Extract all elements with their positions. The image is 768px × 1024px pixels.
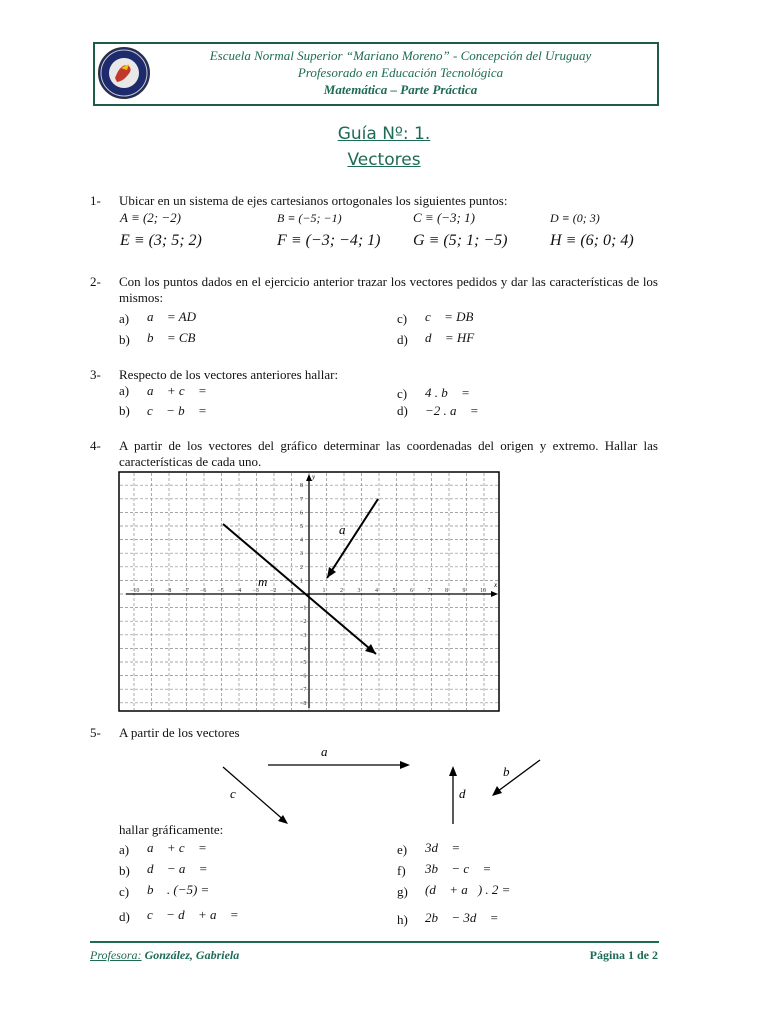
footer-author (90, 948, 239, 963)
ex1-number: 1- (90, 193, 101, 208)
ex3-item-c: 4 . b⃗ = (425, 385, 470, 400)
ex2-item-c: c⃗ = DB⃗ (425, 309, 484, 324)
guide-title: Guía Nº: 1. (337, 124, 431, 144)
x-tick-label: 9 (462, 588, 466, 594)
x-tick-label: −8 (165, 588, 172, 594)
ex3-item-a: a⃗ + c⃗ = (147, 383, 207, 398)
ex5-item-a-label: a) (119, 842, 130, 857)
ex3-item-d: −2 . a⃗ = (425, 403, 479, 418)
ex5-text: A partir de los vectores (119, 725, 240, 740)
x-tick-label: 1 (322, 588, 326, 594)
ex5-item-e-label: e) (397, 842, 408, 857)
vector-a-arrow (327, 499, 378, 578)
x-tick-label: 6 (410, 588, 413, 594)
x-axis-label: x (494, 581, 498, 589)
point-b: B ≡ (−5; −1) (277, 211, 342, 225)
footer-page: Página 1 de 2 (589, 948, 658, 962)
y-tick-label: 8 (300, 483, 303, 490)
vector-a5-label: a⃗ (321, 744, 338, 759)
x-axis-arrowhead (491, 591, 498, 597)
y-tick-label: −4 (300, 646, 307, 653)
x-tick-label: −9 (147, 588, 154, 594)
y-tick-label: −3 (300, 632, 307, 639)
ex2-item-d-label: d) (397, 332, 408, 347)
y-tick-label: 5 (300, 524, 303, 530)
vector-d5-label: d⃗ (459, 786, 476, 801)
vector-graph (118, 471, 500, 712)
y-tick-label: −6 (300, 673, 307, 680)
ex3-item-b-label: b) (119, 403, 130, 418)
point-a: A ≡ (2; −2) (120, 210, 181, 225)
y-tick-label: 1 (300, 578, 303, 585)
footer-prefix: Profesora: (90, 948, 142, 962)
ex1-text: Ubicar en un sistema de ejes cartesianos ortogonales los siguientes puntos: (119, 193, 508, 208)
ex2-item-b: b⃗ = CB⃗ (147, 330, 206, 345)
vector-c5-label: c⃗ (230, 786, 246, 801)
x-tick-label: −4 (235, 588, 242, 594)
ex5-item-d: c⃗ − d⃗ + a⃗ = (147, 907, 239, 922)
topic-title: Vectores (347, 150, 421, 170)
point-f: F ≡ (−3; −4; 1) (277, 232, 381, 249)
ex5-item-c-label: c) (119, 884, 130, 899)
footer-divider (90, 941, 659, 943)
ex5-item-e: 3d⃗ = (425, 840, 461, 855)
ex2-item-b-label: b) (119, 332, 130, 347)
x-tick-label: 3 (357, 588, 361, 594)
footer-name: González, Gabriela (144, 948, 240, 962)
y-tick-label: 6 (300, 510, 303, 517)
y-tick-label: −1 (300, 605, 307, 612)
ex5-item-g: (d⃗ + a⃗) . 2 = (425, 882, 511, 897)
ex5-subtext: hallar gráficamente: (119, 822, 224, 837)
ex5-item-h-label: h) (397, 912, 408, 927)
x-tick-label: −3 (252, 588, 259, 594)
y-tick-label: −2 (300, 619, 307, 626)
vector-m-label: m⃗ (258, 574, 278, 589)
ex4-text: A partir de los vectores del gráfico determinar las coordenadas del origen y extremo. Hallar las características de cada uno. (119, 438, 658, 469)
vector-a5-arrowhead (400, 761, 410, 769)
y-tick-label: 7 (300, 496, 303, 503)
point-d: D ≡ (0; 3) (550, 211, 600, 225)
x-tick-label: 5 (392, 588, 396, 594)
x-tick-label: 8 (445, 588, 448, 594)
x-tick-label: −7 (182, 588, 189, 594)
point-e: E ≡ (3; 5; 2) (120, 232, 202, 249)
x-tick-label: 4 (375, 588, 378, 594)
y-axis-label: y (312, 473, 316, 481)
ex3-item-c-label: c) (397, 386, 408, 401)
x-tick-label: 10 (480, 588, 486, 594)
point-g: G ≡ (5; 1; −5) (413, 232, 508, 249)
y-tick-label: 2 (300, 564, 303, 571)
ex3-item-a-label: a) (119, 383, 130, 398)
x-tick-label: −2 (270, 588, 277, 594)
ex5-number: 5- (90, 725, 101, 740)
x-tick-label: −10 (130, 588, 140, 594)
vector-a-arrowhead (327, 567, 336, 578)
point-c: C ≡ (−3; 1) (413, 210, 475, 225)
header-subject: Matemática – Parte Práctica (323, 82, 478, 97)
school-seal-logo (98, 47, 150, 99)
ex5-item-d-label: d) (119, 909, 130, 924)
x-tick-label: 7 (427, 588, 431, 594)
point-h: H ≡ (6; 0; 4) (550, 232, 634, 249)
vector-a-label: a⃗ (339, 522, 356, 537)
vector-b5-arrowhead (492, 786, 502, 796)
ex3-number: 3- (90, 367, 101, 382)
y-tick-label: −8 (300, 700, 307, 707)
ex5-vectors (200, 738, 560, 826)
x-tick-label: −6 (200, 588, 207, 594)
x-tick-label: 2 (340, 588, 343, 594)
y-tick-label: −7 (300, 687, 307, 694)
header-program: Profesorado en Educación Tecnológica (297, 65, 504, 80)
ex5-item-a: a⃗ + c⃗ = (147, 840, 207, 855)
ex3-item-d-label: d) (397, 403, 408, 418)
ex3-text: Respecto de los vectores anteriores hallar: (119, 367, 339, 382)
ex2-text: Con los puntos dados en el ejercicio anterior trazar los vectores pedidos y dar las características de los mismos: (119, 274, 658, 305)
ex5-item-f-label: f) (397, 863, 406, 878)
ex5-item-b: d⃗ − a⃗ = (147, 861, 208, 876)
ex5-item-b-label: b) (119, 863, 130, 878)
ex5-item-c: b⃗ . (−5) = (147, 882, 210, 897)
x-tick-label: −5 (217, 588, 224, 594)
ex5-item-g-label: g) (397, 884, 408, 899)
ex2-item-c-label: c) (397, 311, 408, 326)
ex2-item-a: a⃗ = AD⃗ (147, 309, 207, 324)
ex4-number: 4- (90, 438, 101, 453)
ex5-item-h: 2b⃗ − 3d⃗ = (425, 910, 499, 925)
y-tick-label: 4 (300, 537, 303, 544)
vector-b5-label: b⃗ (503, 764, 520, 779)
ex2-item-d: d⃗ = HF⃗ (425, 330, 485, 345)
ex2-number: 2- (90, 274, 101, 289)
ex5-item-f: 3b⃗ − c⃗ = (425, 861, 492, 876)
ex3-item-b: c⃗ − b⃗ = (147, 403, 207, 418)
vector-d5-arrowhead (449, 766, 457, 776)
header-school: Escuela Normal Superior “Mariano Moreno” - Concepción del Uruguay (209, 48, 592, 63)
y-tick-label: −5 (300, 660, 307, 666)
y-tick-label: 3 (300, 551, 303, 558)
x-tick-label: −1 (287, 588, 294, 594)
ex2-item-a-label: a) (119, 311, 130, 326)
